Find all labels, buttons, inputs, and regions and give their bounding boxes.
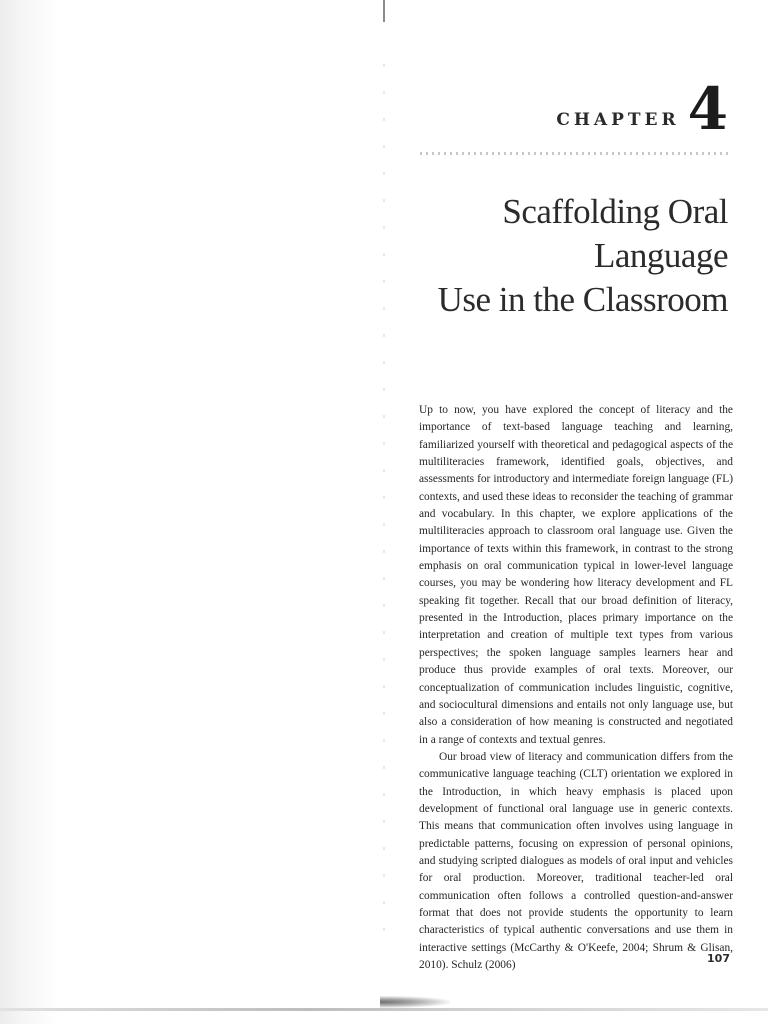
page-number: 107 bbox=[707, 952, 730, 965]
chapter-number: 4 bbox=[687, 75, 728, 143]
paragraph-1: Up to now, you have explored the concept of literacy and the importance of text-based language teaching and learning, familiarized yourself with theoretical and pedagogical aspects of the multiliteracies framework, identified goals, objectives, and assessments for introductory and intermediate foreign language (FL) contexts, and used these ideas to reconsider the teaching of grammar and vocabulary. In this chapter, we explore applications of the multiliteracies approach to classroom oral language use. Given the importance of texts within this framework, in contrast to the strong emphasis on oral communication typical in lower-level language courses, you may be wondering how literacy development and FL speaking fit together. Recall that our broad definition of literacy, presented in the Introduction, places primary importance on the interpretation and creation of multiple text types from various perspectives; the spoken language samples learners hear and produce thus provide examples of oral texts. Moreover, our conceptualization of communication includes linguistic, cognitive, and sociocultural dimensions and entails not only language use, but also a consideration of how meaning is constructed and negotiated in a range of contexts and textual genres. bbox=[419, 404, 733, 746]
dotted-rule bbox=[420, 152, 728, 155]
chapter-title bbox=[368, 190, 728, 322]
chapter-title-line-2: Use in the Classroom bbox=[437, 280, 728, 319]
chapter-label: CHAPTER bbox=[556, 110, 680, 130]
gutter-margin bbox=[383, 40, 385, 940]
scan-smudge bbox=[380, 996, 450, 1008]
chapter-heading bbox=[556, 75, 728, 143]
chapter-title-line-1: Scaffolding Oral Language bbox=[502, 192, 728, 275]
body-text bbox=[419, 402, 733, 974]
spine-mark bbox=[383, 0, 385, 22]
paragraph-2: Our broad view of literacy and communication differs from the communicative language teaching (CLT) orientation we explored in the Introduction, in which heavy emphasis is placed upon development of functional oral language use in generic contexts. This means that communication often involves using language in predictable patterns, focusing on expression of personal opinions, and studying scripted dialogues as models of oral input and vehicles for oral production. Moreover, traditional teacher-led oral communication often follows a controlled question-and-answer format that does not provide students the opportunity to learn characteristics of typical authentic conversations and use them in interactive settings (McCarthy & O'Keefe, 2004; Shrum & Glisan, 2010). Schulz (2006) bbox=[419, 750, 733, 971]
page-bottom-edge bbox=[0, 1008, 768, 1011]
